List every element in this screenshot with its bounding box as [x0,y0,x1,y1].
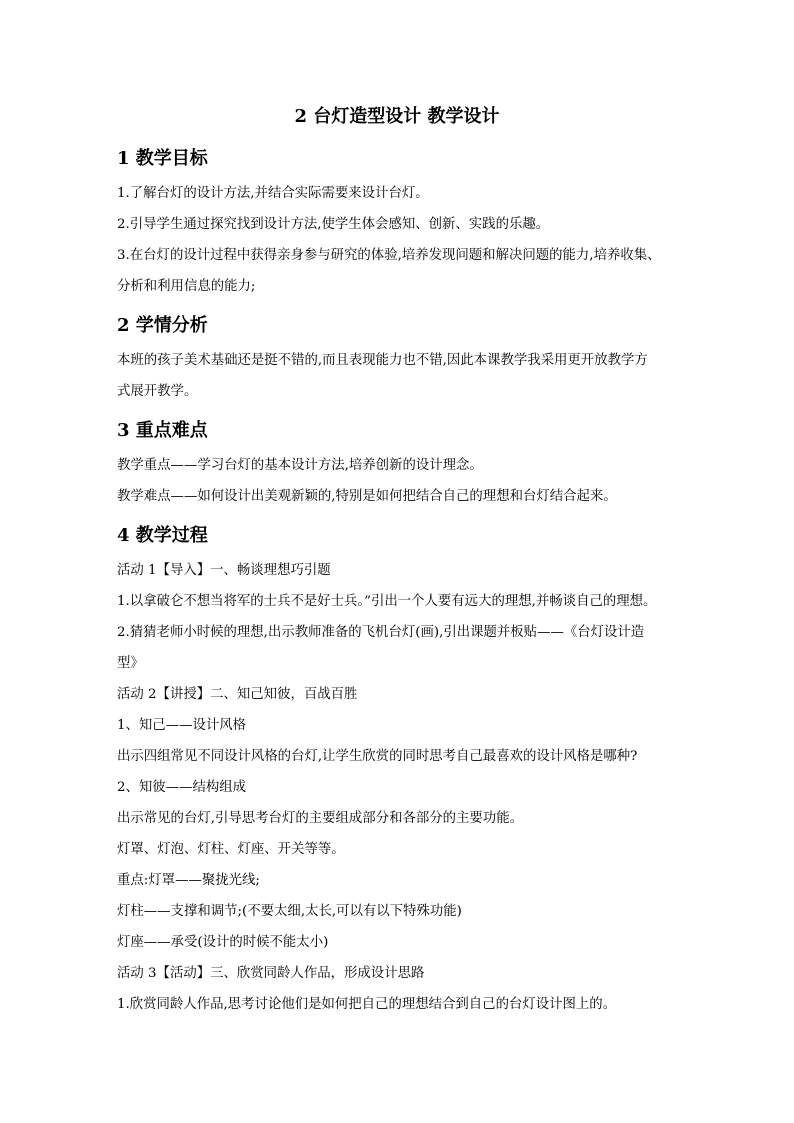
section-heading-teaching-objectives: 1 教学目标 [117,148,208,169]
paragraph: 2.猜猜老师小时候的理想,出示教师准备的飞机台灯(画),引出课题并板贴——《台灯设计造 [117,625,645,640]
paragraph: 灯罩、灯泡、灯柱、灯座、开关等等。 [117,842,345,857]
paragraph: 灯座——承受(设计的时候不能太小) [117,935,329,950]
paragraph: 灯柱——支撑和调节;(不要太细,太长,可以有以下特殊功能) [117,904,462,919]
paragraph: 2.引导学生通过探究找到设计方法,使学生体会感知、创新、实践的乐趣。 [117,217,550,232]
paragraph: 本班的孩子美术基础还是挺不错的,而且表现能力也不错,因此本课教学我采用更开放教学方 [117,353,648,368]
document-title: 2 台灯造型设计 教学设计 [294,106,500,127]
activity-title: 活动 3【活动】三、欣赏同龄人作品，形成设计思路 [117,966,425,981]
paragraph: 1.以拿破仑不想当将军的士兵不是好士兵。”引出一个人要有远大的理想,并畅谈自己的理想。 [117,594,657,609]
section-heading-key-points: 3 重点难点 [117,420,208,441]
activity-title: 活动 1【导入】一、畅谈理想巧引题 [117,563,331,578]
paragraph: 型》 [117,656,144,671]
paragraph: 3.在台灯的设计过程中获得亲身参与研究的体验,培养发现问题和解决问题的能力,培养收集、 [117,248,661,263]
paragraph: 教学重点——学习台灯的基本设计方法,培养创新的设计理念。 [117,458,483,473]
paragraph: 式展开教学。 [117,384,198,399]
paragraph: 1、知己——设计风格 [117,718,247,733]
paragraph: 1.欣赏同龄人作品,思考讨论他们是如何把自己的理想结合到自己的台灯设计图上的。 [117,997,617,1012]
section-heading-learner-analysis: 2 学情分析 [117,315,208,336]
paragraph: 分析和利用信息的能力; [117,279,256,294]
paragraph: 教学难点——如何设计出美观新颖的,特别是如何把结合自己的理想和台灯结合起来。 [117,489,617,504]
paragraph: 出示常见的台灯,引导思考台灯的主要组成部分和各部分的主要功能。 [117,811,523,826]
paragraph: 重点:灯罩——聚拢光线; [117,873,260,888]
section-heading-teaching-process: 4 教学过程 [117,525,208,546]
paragraph: 2、知彼——结构组成 [117,780,247,795]
activity-title: 活动 2【讲授】二、知己知彼，百战百胜 [117,687,358,702]
paragraph: 出示四组常见不同设计风格的台灯,让学生欣赏的同时思考自己最喜欢的设计风格是哪种? [117,749,638,764]
paragraph: 1.了解台灯的设计方法,并结合实际需要来设计台灯。 [117,186,429,201]
